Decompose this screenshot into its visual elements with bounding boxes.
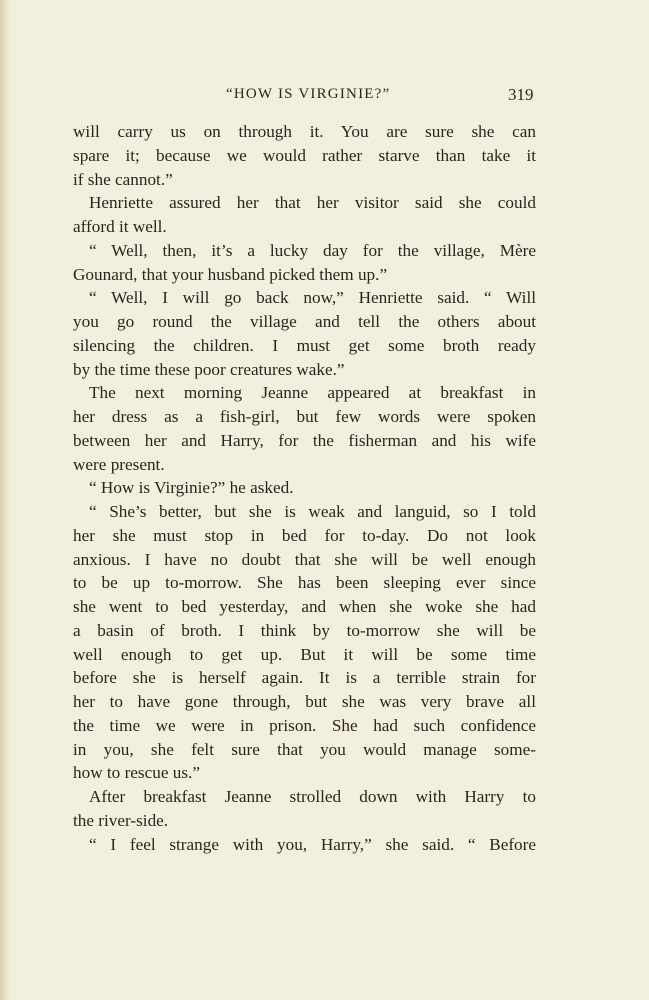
page-number: 319	[508, 85, 534, 104]
page-header	[0, 86, 649, 110]
text-line: if she cannot.”	[73, 169, 173, 189]
text-line: to be up to-morrow. She has been sleeping ever since	[73, 573, 536, 593]
text-line: how to rescue us.”	[73, 763, 200, 783]
text-line: by the time these poor creatures wake.”	[73, 359, 345, 379]
text-line: the time we were in prison. She had such confidence	[73, 715, 536, 735]
text-line: “ I feel strange with you, Harry,” she said. “ Before	[89, 834, 536, 854]
page-binding-edge	[0, 0, 10, 1000]
text-line: you go round the village and tell the others about	[73, 312, 536, 331]
text-line: in you, she felt sure that you would manage some-	[73, 739, 536, 759]
text-line: her she must stop in bed for to-day. Do not look	[73, 525, 536, 545]
text-line: a basin of broth. I think by to-morrow she will be	[73, 620, 536, 640]
text-line: her to have gone through, but she was very brave all	[73, 692, 536, 711]
text-line: the river-side.	[73, 810, 169, 830]
text-line: before she is herself again. It is a terrible strain for	[73, 668, 536, 688]
body-text	[73, 120, 536, 856]
text-line: “ Well, I will go back now,” Henriette said. “ Will	[89, 288, 536, 308]
text-line: Henriette assured her that her visitor said she could	[89, 193, 536, 213]
text-line: After breakfast Jeanne strolled down with Harry to	[89, 787, 536, 806]
text-line: between her and Harry, for the fisherman and his wife	[73, 430, 536, 450]
text-line: “ She’s better, but she is weak and languid, so I told	[89, 502, 536, 521]
text-line: “ How is Virginie?” he asked.	[89, 478, 294, 498]
text-line: silencing the children. I must get some broth ready	[73, 335, 536, 355]
text-line: her dress as a fish-girl, but few words were spoken	[73, 407, 536, 426]
text-line: anxious. I have no doubt that she will be well enough	[73, 549, 536, 569]
text-line: spare it; because we would rather starve than take it	[73, 145, 536, 165]
text-line: will carry us on through it. You are sure she can	[73, 122, 536, 141]
text-line: were present.	[73, 454, 165, 474]
text-line: she went to bed yesterday, and when she woke she had	[73, 597, 536, 616]
text-line: Gounard, that your husband picked them up.”	[73, 264, 388, 284]
text-line: “ Well, then, it’s a lucky day for the village, Mère	[89, 240, 536, 260]
text-line: The next morning Jeanne appeared at breakfast in	[89, 383, 536, 403]
text-line: afford it well.	[73, 217, 167, 236]
running-title: “HOW IS VIRGINIE?”	[226, 86, 391, 102]
text-line: well enough to get up. But it will be some time	[73, 644, 536, 664]
